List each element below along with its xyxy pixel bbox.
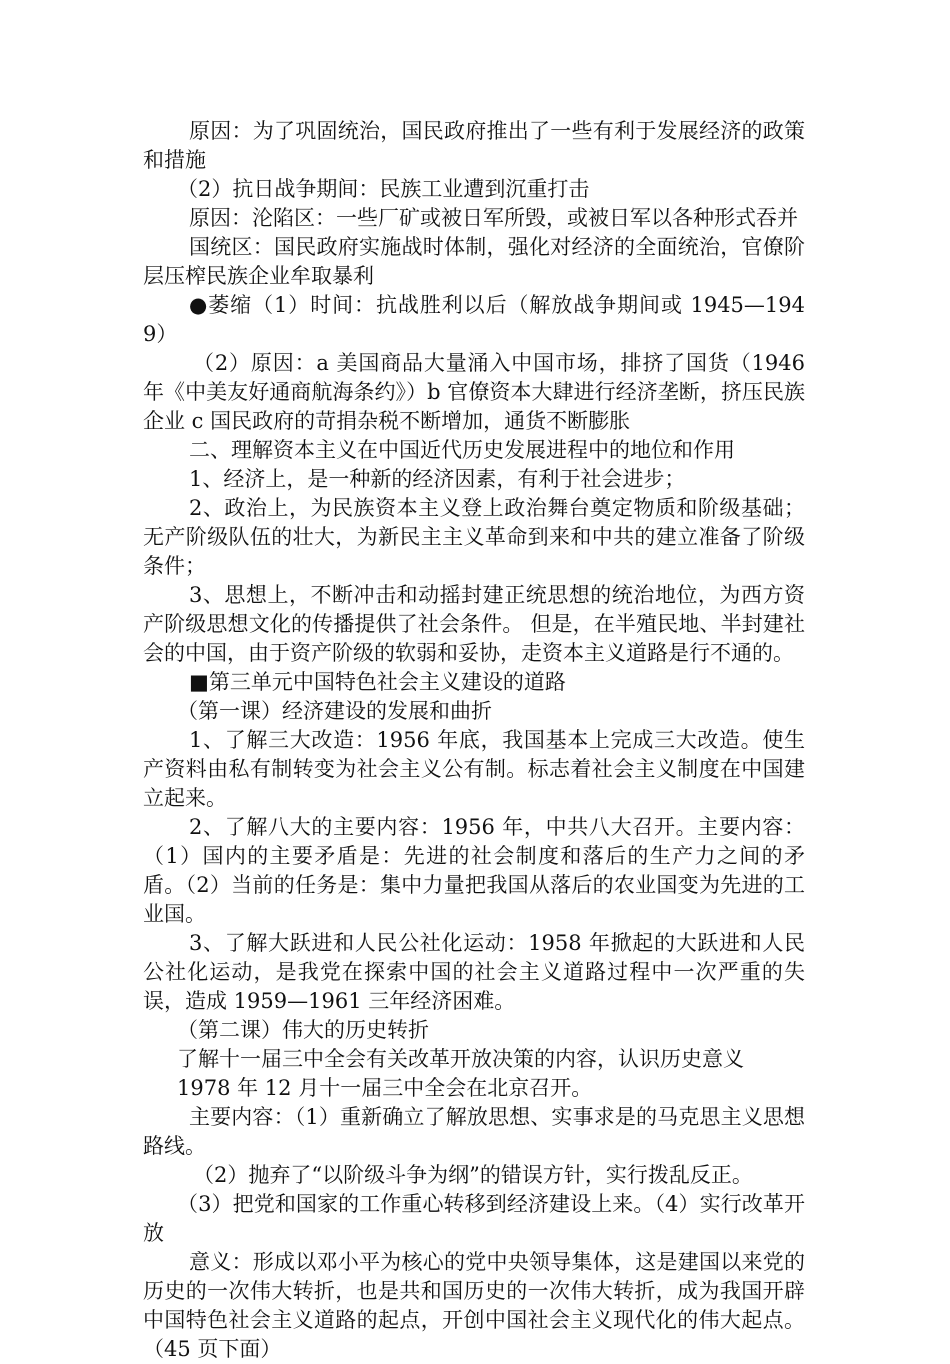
paragraph-third-plenum-date: 1978 年 12 月十一届三中全会在北京召开。	[177, 1076, 593, 1100]
paragraph-third-plenum-intro: 了解十一届三中全会有关改革开放决策的内容，认识历史意义	[177, 1047, 744, 1071]
paragraph-ideological: 3、思想上，不断冲击和动摇封建正统思想的统治地位，为西方资产阶级思想文化的传播提供了社会条件。 但是，在半殖民地、半封建社会的中国，由于资产阶级的软弱和妥协，走资本主义道路是行不通的。	[143, 583, 805, 665]
paragraph-significance: 意义：形成以邓小平为核心的党中央领导集体，这是建国以来党的历史的一次伟大转折，也是共和国历史的一次伟大转折，成为我国开辟中国特色社会主义道路的起点，开创中国社会主义现代化的伟大起点。（45 页下面）	[143, 1250, 805, 1361]
paragraph-decline-time: ●萎缩（1）时间：抗战胜利以后（解放战争期间或 1945—1949）	[143, 293, 805, 346]
paragraph-class-struggle: （2）抛弃了“以阶级斗争为纲”的错误方针，实行拨乱反正。	[193, 1163, 753, 1187]
paragraph-decline-reason: （2）原因：a 美国商品大量涌入中国市场，排挤了国货（1946 年《中美友好通商航海条约》）b 官僚资本大肆进行经济垄断，挤压民族企业 c 国民政府的苛捐杂税不断增加，通货不断膨胀	[143, 351, 805, 433]
paragraph-occupied-area: 原因：沦陷区：一些厂矿或被日军所毁，或被日军以各种形式吞并	[189, 206, 798, 230]
lesson-heading-lesson-two: （第二课）伟大的历史转折	[177, 1018, 429, 1042]
section-heading-capitalism-role: 二、理解资本主义在中国近代历史发展进程中的地位和作用	[189, 438, 735, 462]
unit-heading-unit-three: ■第三单元中国特色社会主义建设的道路	[189, 670, 566, 694]
paragraph-political: 2、政治上，为民族资本主义登上政治舞台奠定物质和阶级基础；无产阶级队伍的壮大，为新民主主义革命到来和中共的建立准备了阶级条件；	[143, 496, 805, 578]
paragraph-eighth-congress: 2、了解八大的主要内容：1956 年，中共八大召开。主要内容：（1）国内的主要矛盾是：先进的社会制度和落后的生产力之间的矛盾。（2）当前的任务是：集中力量把我国从落后的农业国变为先进的工业国。	[143, 815, 805, 926]
paragraph-war-period: （2）抗日战争期间：民族工业遭到沉重打击	[177, 177, 590, 201]
document-page	[143, 117, 805, 1364]
paragraph-kmt-area: 国统区：国民政府实施战时体制，强化对经济的全面统治，官僚阶层压榨民族企业牟取暴利	[143, 235, 805, 288]
paragraph-great-leap: 3、了解大跃进和人民公社化运动：1958 年掀起的大跃进和人民公社化运动，是我党在探索中国的社会主义道路过程中一次严重的失误，造成 1959—1961 三年经济困难。	[143, 931, 805, 1013]
paragraph-main-content: 主要内容：（1）重新确立了解放思想、实事求是的马克思主义思想路线。	[143, 1105, 805, 1158]
paragraph-economic: 1、经济上，是一种新的经济因素，有利于社会进步；	[189, 467, 686, 491]
paragraph-three-transformations: 1、了解三大改造：1956 年底，我国基本上完成三大改造。使生产资料由私有制转变为社会主义公有制。标志着社会主义制度在中国建立起来。	[143, 728, 805, 810]
paragraph-reason-consolidation: 原因：为了巩固统治，国民政府推出了一些有利于发展经济的政策和措施	[143, 119, 805, 172]
paragraph-work-focus: （3）把党和国家的工作重心转移到经济建设上来。（4）实行改革开放	[143, 1192, 805, 1245]
lesson-heading-lesson-one: （第一课）经济建设的发展和曲折	[177, 699, 492, 723]
